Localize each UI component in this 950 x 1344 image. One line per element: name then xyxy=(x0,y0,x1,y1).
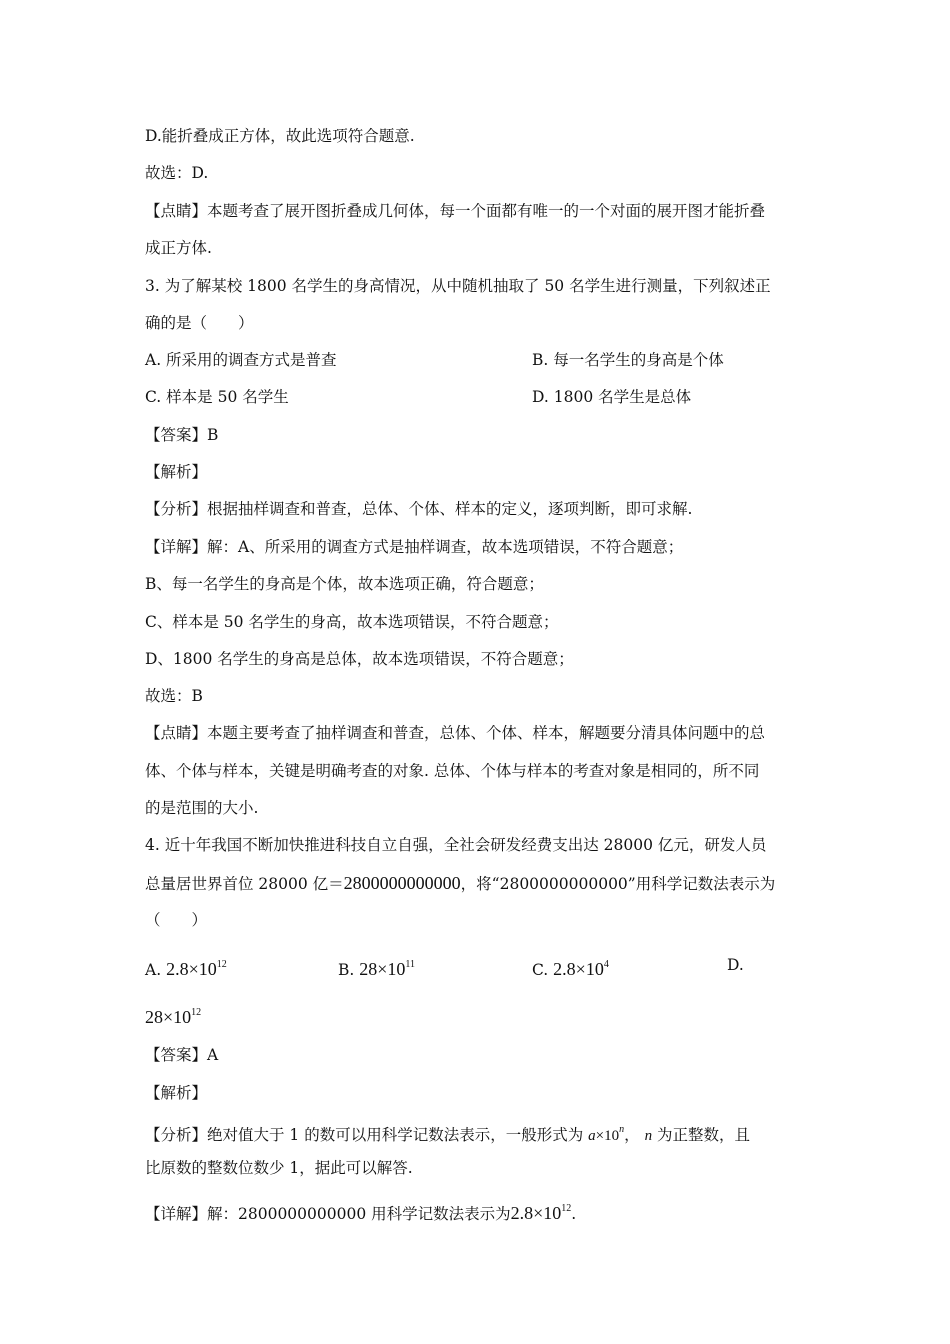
q2-comment-line-2: 成正方体. xyxy=(145,239,212,257)
q4-analysis-times-ten: ×10 xyxy=(595,1128,620,1144)
q4-detail-base: 2.8×10 xyxy=(510,1203,562,1223)
q4-analysis-text-a: 【分析】绝对值大于 1 的数可以用科学记数法表示，一般形式为 xyxy=(145,1126,584,1144)
q3-comment-line-3: 的是范围的大小. xyxy=(145,799,259,817)
q3-comment-line-1: 【点睛】本题主要考查了抽样调查和普查，总体、个体、样本，解题要分清具体问题中的总 xyxy=(145,724,766,742)
q4-option-a-label: A. xyxy=(145,961,162,979)
q4-option-a xyxy=(145,955,227,980)
q4-option-a-base: 2.8×10 xyxy=(166,959,217,979)
q4-option-c-exponent: 4 xyxy=(603,959,609,970)
q3-detail-line-4: D、1800 名学生的身高是总体，故本选项错误，不符合题意； xyxy=(145,650,574,668)
q4-option-b-exponent: 11 xyxy=(405,959,416,970)
q4-stem-line-2 xyxy=(145,873,775,894)
q4-detail-exponent: 12 xyxy=(561,1203,572,1214)
q3-answer: 【答案】B xyxy=(145,426,219,444)
q4-analysis-line-1 xyxy=(145,1120,750,1146)
q4-detail-text: 【详解】解：2800000000000 用科学记数法表示为 xyxy=(145,1205,511,1223)
q4-detail xyxy=(145,1199,576,1224)
q3-comment-line-2: 体、个体与样本，关键是明确考查的对象. 总体、个体与样本的考查对象是相同的，所不同 xyxy=(145,762,760,780)
q4-option-a-expr xyxy=(166,959,227,979)
q4-stem-line-3: （ ） xyxy=(145,911,208,929)
q3-option-d: D. 1800 名学生是总体 xyxy=(532,388,692,406)
q3-analysis-label: 【解析】 xyxy=(145,463,208,481)
q3-stem-line-1: 3. 为了解某校 1800 名学生的身高情况，从中随机抽取了 50 名学生进行测量，下列叙述正 xyxy=(145,277,771,295)
q4-detail-expr xyxy=(511,1203,572,1223)
q4-answer: 【答案】A xyxy=(145,1046,219,1064)
q4-option-d-exponent: 12 xyxy=(191,1007,202,1018)
q4-analysis-var-n: n xyxy=(644,1128,653,1144)
q3-detail-line-3: C、样本是 50 名学生的身高，故本选项错误，不符合题意； xyxy=(145,613,559,631)
q4-stem-text-a: 总量居世界首位 28000 亿＝ xyxy=(145,875,344,893)
q2-comment-line-1: 【点睛】本题考查了展开图折叠成几何体，每一个面都有唯一的一个对面的展开图才能折叠 xyxy=(145,202,766,220)
q4-analysis-text-b: 为正整数，且 xyxy=(657,1126,751,1144)
q4-stem-number: 2800000000000 xyxy=(343,873,461,893)
q4-option-a-exponent: 12 xyxy=(216,959,227,970)
q2-option-d-explanation: D.能折叠成正方体，故此选项符合题意. xyxy=(145,127,415,145)
q4-option-d-expr xyxy=(145,1007,201,1027)
q4-analysis-comma: ， xyxy=(624,1126,640,1144)
q3-option-b: B. 每一名学生的身高是个体 xyxy=(532,351,724,369)
q4-analysis-var-a: a xyxy=(588,1128,596,1144)
q4-analysis-exponent-n: n xyxy=(619,1124,625,1135)
q3-choice: 故选：B xyxy=(145,687,203,705)
q3-option-c: C. 样本是 50 名学生 xyxy=(145,388,289,406)
q4-stem-line-1: 4. 近十年我国不断加快推进科技自立自强，全社会研发经费支出达 28000 亿元，研发人员 xyxy=(145,836,767,854)
q4-option-b xyxy=(338,955,415,980)
q4-option-d-base: 28×10 xyxy=(145,1007,192,1027)
q4-option-c-base: 2.8×10 xyxy=(553,959,604,979)
q3-option-a: A. 所采用的调查方式是普查 xyxy=(145,351,337,369)
q3-detail-line-1: 【详解】解：A、所采用的调查方式是抽样调查，故本选项错误，不符合题意； xyxy=(145,538,684,556)
q3-analysis: 【分析】根据抽样调查和普查，总体、个体、样本的定义，逐项判断，即可求解. xyxy=(145,500,693,518)
q4-stem-text-b: ，将“2800000000000”用科学记数法表示为 xyxy=(460,875,776,893)
q4-option-b-expr xyxy=(359,959,415,979)
q4-option-d xyxy=(145,1003,201,1028)
q4-analysis-label: 【解析】 xyxy=(145,1084,208,1102)
q4-option-d-label: D. xyxy=(727,956,744,974)
q4-option-c-label: C. xyxy=(532,961,549,979)
q4-option-b-base: 28×10 xyxy=(359,959,406,979)
q4-analysis-line-2: 比原数的整数位数少 1，据此可以解答. xyxy=(145,1159,413,1177)
q3-detail-line-2: B、每一名学生的身高是个体，故本选项正确，符合题意； xyxy=(145,575,544,593)
q2-choice: 故选：D. xyxy=(145,164,209,182)
q4-analysis-formula xyxy=(588,1124,625,1144)
q4-detail-period: . xyxy=(571,1205,577,1223)
q4-option-c-expr xyxy=(553,959,609,979)
q4-option-b-label: B. xyxy=(338,961,355,979)
q3-stem-line-2: 确的是（ ） xyxy=(145,314,254,332)
q4-option-c xyxy=(532,955,609,980)
